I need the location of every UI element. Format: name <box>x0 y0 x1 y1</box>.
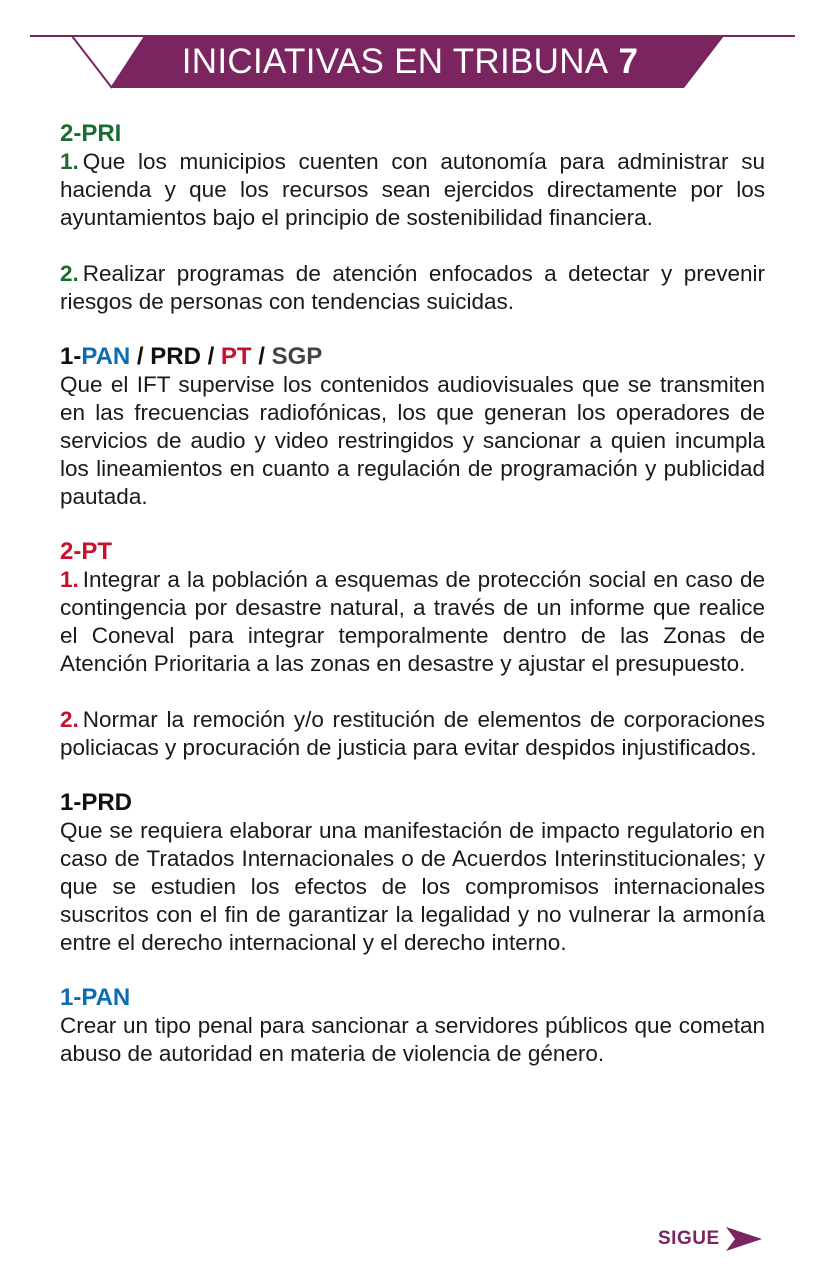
sigue-link[interactable] <box>658 1224 762 1254</box>
item-number: 1. <box>60 149 79 174</box>
item-number: 2. <box>60 261 79 286</box>
party-heading <box>60 984 765 1012</box>
initiative-item <box>60 1012 765 1068</box>
party-heading-part: SGP <box>271 343 323 370</box>
item-text: Que se requiera elaborar una manifestación de impacto regulatorio en caso de Tratados Internacionales o de Acuerdos Interinstitucionales; y que se estudien los efectos de los compromisos internacionales suscritos con el fin de garantizar la legalidad y no vulnerar la armonía entre el derecho internacional y el derecho interno. <box>60 818 765 955</box>
party-heading-part: / PRD / <box>130 343 221 370</box>
initiative-item <box>60 706 765 762</box>
initiative-item <box>60 817 765 957</box>
party-section <box>60 984 765 1068</box>
issue-number: 7 <box>618 42 639 81</box>
party-section <box>60 343 765 511</box>
party-heading-part: / <box>251 343 272 370</box>
party-heading <box>60 343 765 371</box>
initiative-item <box>60 371 765 511</box>
party-heading-part: 1-PRD <box>60 789 133 816</box>
party-heading-part: 2-PRI <box>60 120 122 147</box>
party-heading-part: 1-PAN <box>60 984 131 1011</box>
item-number: 1. <box>60 567 79 592</box>
page-header <box>0 0 825 100</box>
item-text: Crear un tipo penal para sancionar a servidores públicos que cometan abuso de autoridad en materia de violencia de género. <box>60 1013 765 1066</box>
initiative-item <box>60 148 765 232</box>
item-text: Que los municipios cuenten con autonomía para administrar su hacienda y que los recursos sean ejercidos directamente por los ayuntamientos bajo el principio de sostenibilidad financiera. <box>60 149 765 230</box>
item-number: 2. <box>60 707 79 732</box>
party-section <box>60 120 765 316</box>
party-heading-part: 1- <box>60 343 82 370</box>
item-text: Que el IFT supervise los contenidos audiovisuales que se transmiten en las frecuencias radiofónicas, los que generan los operadores de servicios de audio y video restringidos y sancionar a quien incumpla los lineamientos en cuanto a regulación de programación y publicidad pautada. <box>60 372 765 509</box>
party-section <box>60 538 765 762</box>
party-heading-part: PT <box>220 343 252 370</box>
header-title-text: INICIATIVAS EN TRIBUNA <box>181 42 609 81</box>
party-heading <box>60 120 765 148</box>
party-section <box>60 789 765 957</box>
initiative-item <box>60 566 765 678</box>
item-text: Realizar programas de atención enfocados a detectar y prevenir riesgos de personas con tendencias suicidas. <box>60 261 765 314</box>
item-text: Integrar a la población a esquemas de protección social en caso de contingencia por desastre natural, a través de un informe que realice el Coneval para integrar temporalmente dentro de las Zonas de Atención Prioritaria a las zonas en desastre y ajustar el presupuesto. <box>60 567 765 676</box>
initiative-item <box>60 260 765 316</box>
party-heading-part: PAN <box>81 343 131 370</box>
item-text: Normar la remoción y/o restitución de elementos de corporaciones policiacas y procuración de justicia para evitar despidos injustificados. <box>60 707 765 760</box>
sigue-label: SIGUE <box>658 1228 720 1249</box>
header-title <box>110 34 710 90</box>
party-heading-part: 2-PT <box>60 538 113 565</box>
initiatives-list <box>60 120 765 1068</box>
party-heading <box>60 538 765 566</box>
party-heading <box>60 789 765 817</box>
arrow-right-icon <box>726 1227 762 1251</box>
